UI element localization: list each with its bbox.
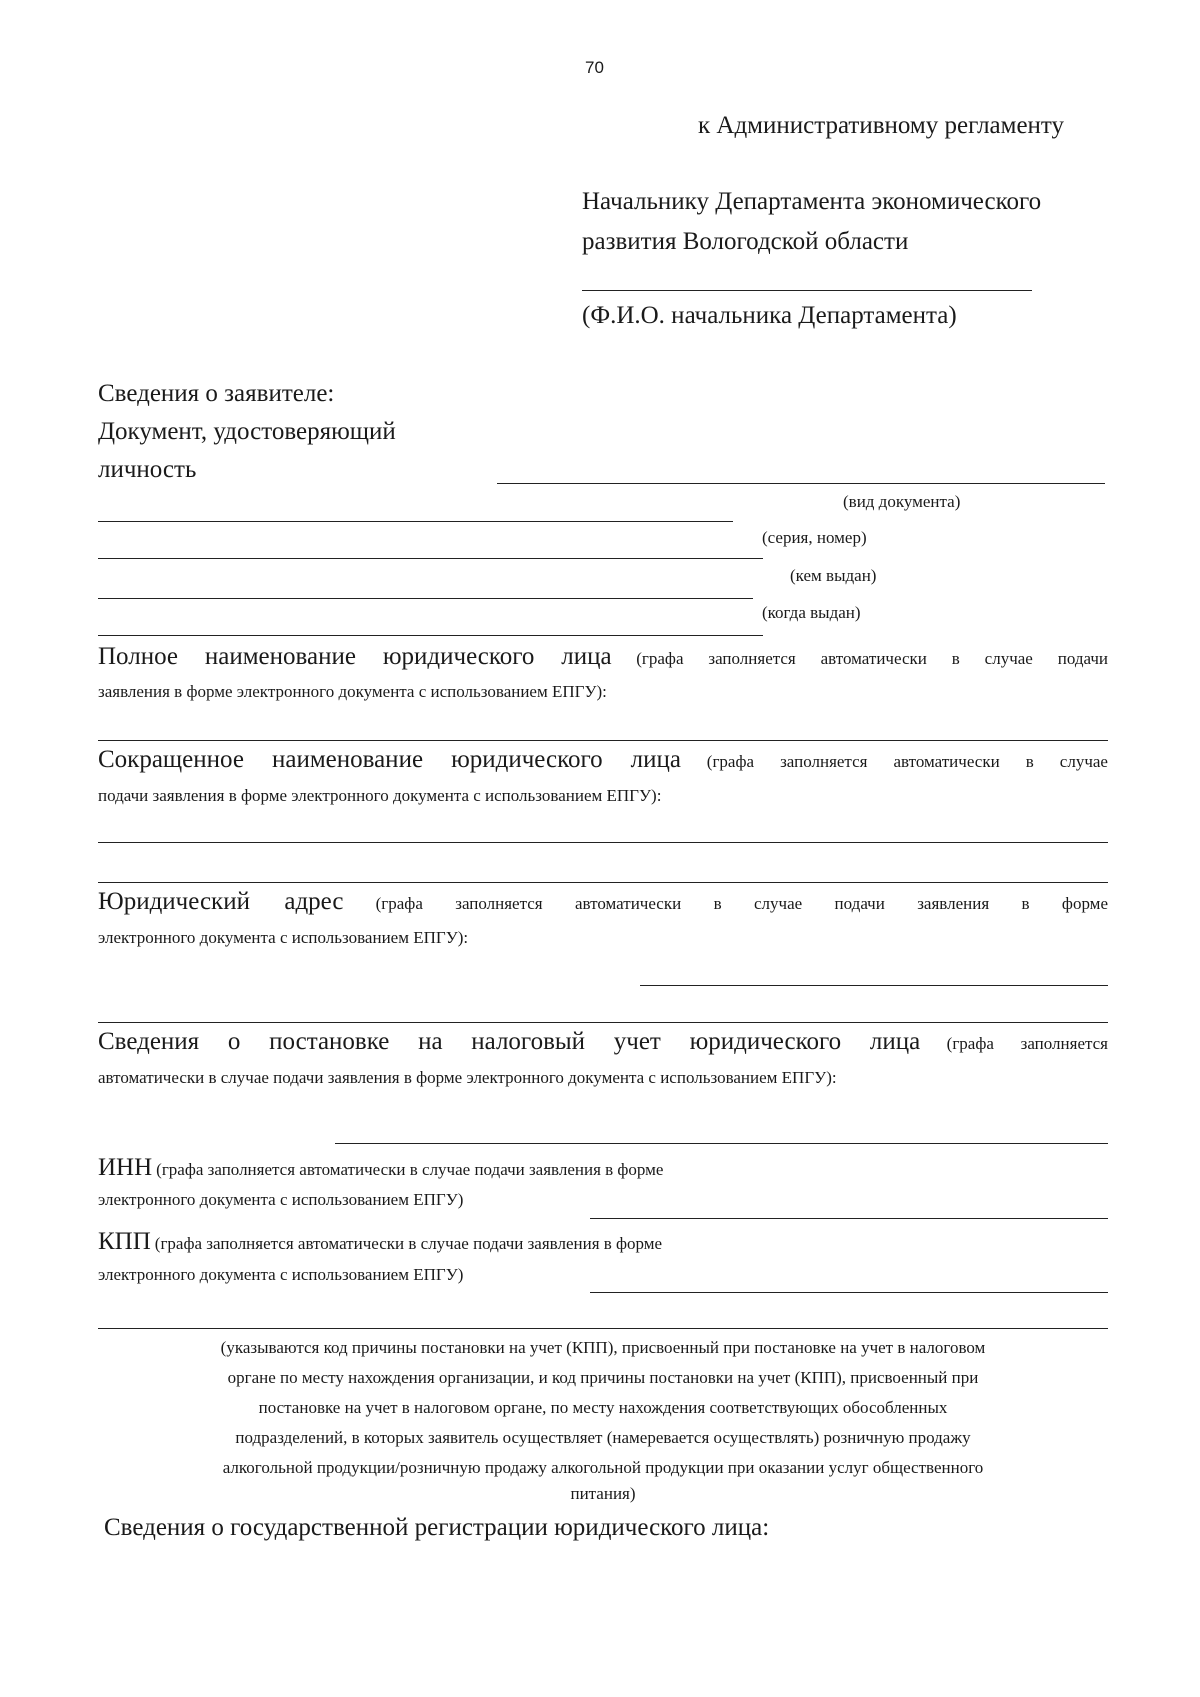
addressee-line-1: Начальнику Департамента экономического [582,188,1042,215]
full-name-note-1: (графа заполняется автоматически в случае подачи [636,649,1108,668]
inn-line[interactable] [590,1218,1108,1219]
id-document-label-2: личность [98,456,197,483]
short-name-line-2[interactable] [98,882,1108,883]
legal-address-line-2[interactable] [98,1022,1108,1023]
id-document-label-1: Документ, удостоверяющий [98,418,396,445]
page-number: 70 [585,58,604,77]
short-name-row-1 [98,746,1108,774]
issue-date-caption: (когда выдан) [762,603,861,622]
inn-note-1: (графа заполняется автоматически в случае подачи заявления в форме [156,1160,664,1179]
full-name-line[interactable] [98,740,1108,741]
legal-address-label: Юридический адрес [98,888,344,915]
full-name-label: Полное наименование юридического лица [98,643,612,670]
inn-label: ИНН [98,1154,153,1181]
document-type-line[interactable] [497,483,1105,484]
issue-date-line-1[interactable] [98,598,753,599]
full-name-note-2: заявления в форме электронного документа с использованием ЕПГУ): [98,682,607,701]
document-type-caption: (вид документа) [843,492,961,511]
series-number-line[interactable] [98,521,733,522]
head-name-line[interactable] [582,290,1032,291]
short-name-label: Сокращенное наименование юридического лица [98,746,681,773]
kpp-note-2: электронного документа с использованием ЕПГУ) [98,1265,464,1284]
tax-registration-row-1 [98,1028,1108,1056]
kpp-footnote-line-1: (указываются код причины постановки на учет (КПП), присвоенный при постановке на учет в налоговом [220,1338,986,1357]
kpp-row-1 [98,1228,662,1256]
issued-by-caption: (кем выдан) [790,566,877,585]
applicant-heading: Сведения о заявителе: [98,380,335,407]
issue-date-line-2[interactable] [98,635,763,636]
kpp-footnote-line-5: алкогольной продукции/розничную продажу алкогольной продукции при оказании услуг общественного [222,1458,984,1477]
addressee-line-2: развития Вологодской области [582,228,909,255]
legal-address-note-2: электронного документа с использованием ЕПГУ): [98,928,469,947]
legal-address-line-1[interactable] [640,985,1108,986]
full-name-row-1 [98,643,1108,671]
inn-note-2: электронного документа с использованием ЕПГУ) [98,1190,464,1209]
inn-row-1 [98,1154,663,1182]
kpp-footnote-line-2: органе по месту нахождения организации, и код причины постановки на учет (КПП), присвоенный при [227,1368,979,1387]
short-name-note-1: (графа заполняется автоматически в случае [706,752,1108,771]
kpp-note-1: (графа заполняется автоматически в случае подачи заявления в форме [154,1234,663,1253]
legal-address-row-1 [98,888,1108,916]
short-name-line-1[interactable] [98,842,1108,843]
appendix-reference: к Административному регламенту [698,112,1065,139]
kpp-label: КПП [98,1228,151,1255]
series-number-caption: (серия, номер) [762,528,867,547]
kpp-footnote-line-3: постановке на учет в налоговом органе, по месту нахождения соответствующих обособленных [258,1398,948,1417]
issued-by-line[interactable] [98,558,763,559]
kpp-footnote-line-6: питания) [570,1484,636,1503]
short-name-note-2: подачи заявления в форме электронного документа с использованием ЕПГУ): [98,786,662,805]
head-name-caption: (Ф.И.О. начальника Департамента) [582,302,957,329]
tax-registration-note-2: автоматически в случае подачи заявления в форме электронного документа с использованием ЕПГУ): [98,1068,837,1087]
state-registration-heading: Сведения о государственной регистрации юридического лица: [104,1514,770,1541]
legal-address-note-1: (графа заполняется автоматически в случае подачи заявления в форме [375,894,1108,913]
kpp-footnote [98,1333,1108,1505]
kpp-line-1[interactable] [590,1292,1108,1293]
kpp-footnote-line-4: подразделений, в которых заявитель осуществляет (намеревается осуществлять) розничную продажу [235,1428,971,1447]
tax-registration-label: Сведения о постановке на налоговый учет юридического лица [98,1028,921,1055]
kpp-line-2[interactable] [98,1328,1108,1329]
tax-registration-line[interactable] [335,1143,1108,1144]
tax-registration-note-1: (графа заполняется [946,1034,1108,1053]
